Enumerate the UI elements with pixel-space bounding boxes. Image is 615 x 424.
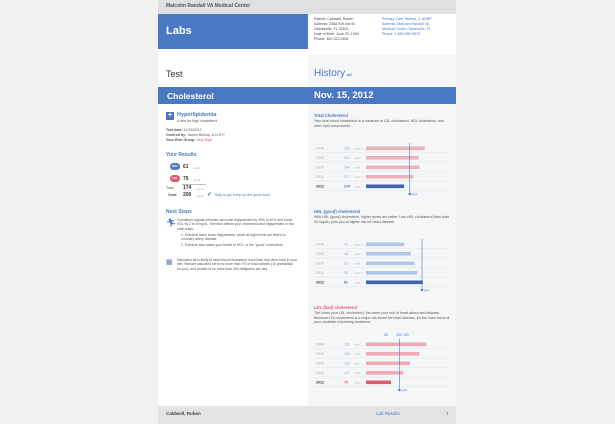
ldl-unit-label: mg/dl — [354, 353, 361, 356]
step-diet: Saturated fat is likely to raise blood cholesterol more than any other food in your diet. Reduce saturated fat to no more than 7% of total calories (15 grams/day for you), and protein to no more than 200 milligrams per day. — [177, 258, 297, 271]
ldl-bar — [366, 371, 403, 375]
ldl-goal-label: goal — [401, 388, 407, 392]
total-unit-label: mg/dl — [354, 157, 361, 160]
footer-section[interactable]: Lab Results — [376, 411, 400, 416]
hdl-year-label: 2011 — [316, 271, 324, 275]
ldl-unit-label: mg/dl — [354, 362, 361, 366]
section-bar — [158, 87, 456, 104]
ldl-unit-label: mg/dl — [354, 343, 361, 347]
hdl-badge: HDL — [171, 164, 179, 168]
footer — [158, 406, 456, 424]
hdl-unit-label: mg/dl — [354, 253, 361, 256]
history-date: Nov. 15, 2012 — [314, 90, 374, 101]
patient-phone: Phone: 352-323-3941 — [314, 37, 349, 41]
hdl-year-label: 2008 — [316, 242, 324, 247]
test-date-row — [166, 128, 201, 133]
total-value-label: 217 — [344, 175, 350, 179]
hdl-value: 61 — [183, 164, 189, 170]
hdl-year-label: 2009 — [316, 252, 324, 256]
diagnosis-subtitle: A test for high cholesterol — [177, 119, 218, 123]
ldl-bar — [366, 362, 410, 366]
total-bar — [366, 185, 404, 189]
labs-banner — [158, 14, 308, 49]
footer-name: Caldwell, Ruben — [166, 411, 201, 416]
total-unit-label: mg/dl — [354, 176, 361, 179]
hdl-goal-label: goal — [424, 288, 430, 292]
plus-icon: + — [167, 112, 173, 119]
ordered-label: Ordered by: — [166, 133, 187, 137]
total-label: Total — [166, 186, 174, 190]
test-heading: Test — [166, 69, 183, 79]
food-icon: ▦ — [166, 259, 173, 266]
history-tag[interactable]: all — [347, 72, 352, 77]
ldl-year-label: 2011 — [316, 371, 324, 375]
hdl-unit: mg/dl — [193, 165, 201, 170]
total-bar — [366, 147, 425, 151]
hdl-value-label: 55 — [344, 271, 348, 275]
hdl-value-label: 48 — [344, 252, 348, 256]
test-name: Cholesterol — [167, 91, 214, 101]
total-value-label: 241 — [344, 156, 350, 160]
hdl-chart-title: HDL (good) cholesterol — [314, 209, 361, 214]
history-title: History — [314, 68, 346, 79]
ldl-axis-label: 100 — [396, 333, 403, 337]
footer-page: 1 — [446, 411, 449, 416]
hdl-year-label: 2012 — [316, 280, 324, 285]
hdl-bar — [366, 262, 415, 266]
hdl-bar — [366, 243, 404, 247]
ldl-badge: LDL — [170, 175, 180, 182]
patient-info — [314, 17, 376, 42]
risk-group: Very High — [196, 138, 213, 142]
total-unit-label: mg/dl — [354, 166, 361, 170]
test-date-label: Test date: — [166, 128, 183, 132]
patient-city: Gainesville, FL 32601 — [314, 27, 349, 31]
ldl-bar — [366, 381, 391, 385]
ldl-year-label: 2009 — [316, 352, 324, 356]
hdl-bar — [366, 271, 417, 275]
care-provider: Primary Care: Bishop, J. ANRP — [382, 17, 432, 21]
ldl-chart-title: LDL (bad) cholesterol — [314, 305, 357, 310]
test-date: 11/15/2012 — [183, 128, 202, 132]
ldl-chart-desc: The lower your LDL cholesterol, the lower your risk of heart attack and disease. Because LDL cholesterol is a major risk factor for heart disease, it's the main focus of your cholesterol lowering treatment. — [314, 311, 450, 325]
patient-dob: Date of Birth: June 20, 1994 — [314, 32, 359, 36]
total-value-label: 269 — [344, 146, 350, 151]
total-goal-label: goal — [411, 192, 418, 196]
hdl-unit-label: mg/dl — [354, 281, 361, 285]
total-unit-label: mg/dl — [354, 185, 361, 189]
care-info — [382, 17, 454, 37]
results-heading: Your Results — [166, 152, 197, 158]
ldl-value-label: 132 — [344, 361, 350, 366]
total-goal-marker — [409, 193, 411, 195]
ldl-year-label: 2008 — [316, 342, 324, 347]
patient-address: Address: 245a SW 3rd St. — [314, 22, 356, 26]
total-bar — [366, 156, 419, 160]
hdl-value-label: 52 — [344, 261, 348, 266]
total-year-label: 2008 — [316, 146, 324, 151]
ldl-unit: mg/dl — [193, 177, 201, 182]
hdl-unit-label: mg/dl — [354, 262, 361, 266]
lab-report-page — [158, 0, 456, 424]
ldl-axis-label: 60 — [384, 333, 388, 337]
care-address: Address: Malcolm Randall VA — [382, 22, 430, 26]
ldl-goal-marker — [398, 389, 400, 391]
ldl-value: 75 — [183, 176, 189, 182]
risk-label: Your Risk Group: — [166, 138, 196, 142]
hdl-unit-label: mg/dl — [354, 243, 361, 247]
hdl-value-label: 61 — [344, 280, 348, 285]
care-phone: Phone: 1-888-550-5878 — [382, 32, 420, 36]
ldl-unit-label: mg/dl — [354, 381, 361, 385]
running-icon: 🏃︎ — [166, 218, 177, 227]
ldl-bar — [366, 343, 426, 347]
top-bar — [158, 0, 456, 14]
total-cholesterol-chart — [314, 142, 450, 204]
ldl-chart — [314, 332, 450, 402]
ldl-value-label: 160 — [344, 352, 350, 356]
hdl-goal-marker — [421, 289, 423, 291]
step-exercise-1: 1. Exercise helps lower triglycerides, which at high levels are linked to coronary artery disease. — [181, 233, 286, 242]
total-value: 174 — [183, 185, 192, 191]
goal-label: Goal: — [168, 193, 178, 197]
hdl-bar — [366, 252, 411, 256]
hdl-bar — [366, 281, 423, 285]
goal-unit: mg/dl — [196, 193, 204, 198]
risk-row — [166, 138, 212, 143]
next-steps-heading: Next Steps — [166, 209, 192, 215]
ldl-year-label: 2012 — [316, 380, 324, 385]
patient-name: Patient: Caldwell, Ruben — [314, 17, 354, 21]
total-bar — [366, 175, 413, 179]
total-value-label: 174 — [344, 184, 350, 189]
total-unit-label: mg/dl — [354, 147, 361, 151]
hdl-year-label: 2010 — [316, 261, 324, 266]
diagnosis-title: Hyperlipidemia — [177, 112, 217, 118]
labs-title: Labs — [166, 25, 192, 37]
medical-center: Malcolm Randall VA Medical Center — [166, 3, 251, 9]
hdl-unit-label: mg/dl — [354, 272, 361, 275]
ldl-year-label: 2010 — [316, 361, 324, 366]
ldl-axis-label: 120 — [403, 333, 409, 337]
total-chart-title: Total Cholesterol — [314, 113, 348, 118]
goal-note: Way to go! Keep up the good work. — [215, 193, 272, 197]
total-chart-desc: Your total blood cholesterol is a measure of LDL cholesterol, HDL cholesterol, and other lipid components — [314, 119, 445, 128]
history-heading — [314, 68, 352, 79]
hdl-chart-desc: With HDL (good) cholesterol, higher levels are better. Low HDL cholesterol (less than 40 mg/dL) puts you at higher risk for heart disease. — [314, 215, 449, 224]
total-year-label: 2010 — [316, 165, 324, 170]
hdl-value-label: 41 — [344, 242, 348, 247]
total-year-label: 2012 — [316, 184, 324, 189]
step-exercise-2: 2. Exercise also raises your levels of HDL, or the "good" cholesterol. — [181, 243, 284, 247]
total-unit: mg/dl — [196, 186, 204, 191]
ldl-value-label: 112 — [344, 371, 350, 375]
step-exercise: Consistent regular exercise can lower triglycerides by 30% to 40% and boost HDL by 2 to 8 mg/dL. Exercise affects your cholesterol and triglycerides in two main ways. — [177, 218, 295, 231]
ordered-by: James Bishop, A.N.R.P. — [187, 133, 226, 137]
goal-value: 200 — [183, 192, 192, 198]
total-year-label: 2009 — [316, 156, 324, 160]
ldl-value-label: 75 — [344, 380, 348, 385]
ldl-bar — [366, 352, 419, 356]
ldl-value-label: 181 — [344, 342, 350, 347]
total-bar — [366, 166, 419, 170]
total-value-label: 244 — [344, 165, 350, 170]
ldl-unit-label: mg/dl — [354, 372, 361, 375]
checkmark-icon: ✔ — [207, 192, 213, 198]
ordered-row — [166, 133, 225, 138]
total-year-label: 2011 — [316, 175, 324, 179]
care-city: Medical Center Gainesville, FL — [382, 27, 431, 31]
hdl-chart — [314, 238, 450, 300]
